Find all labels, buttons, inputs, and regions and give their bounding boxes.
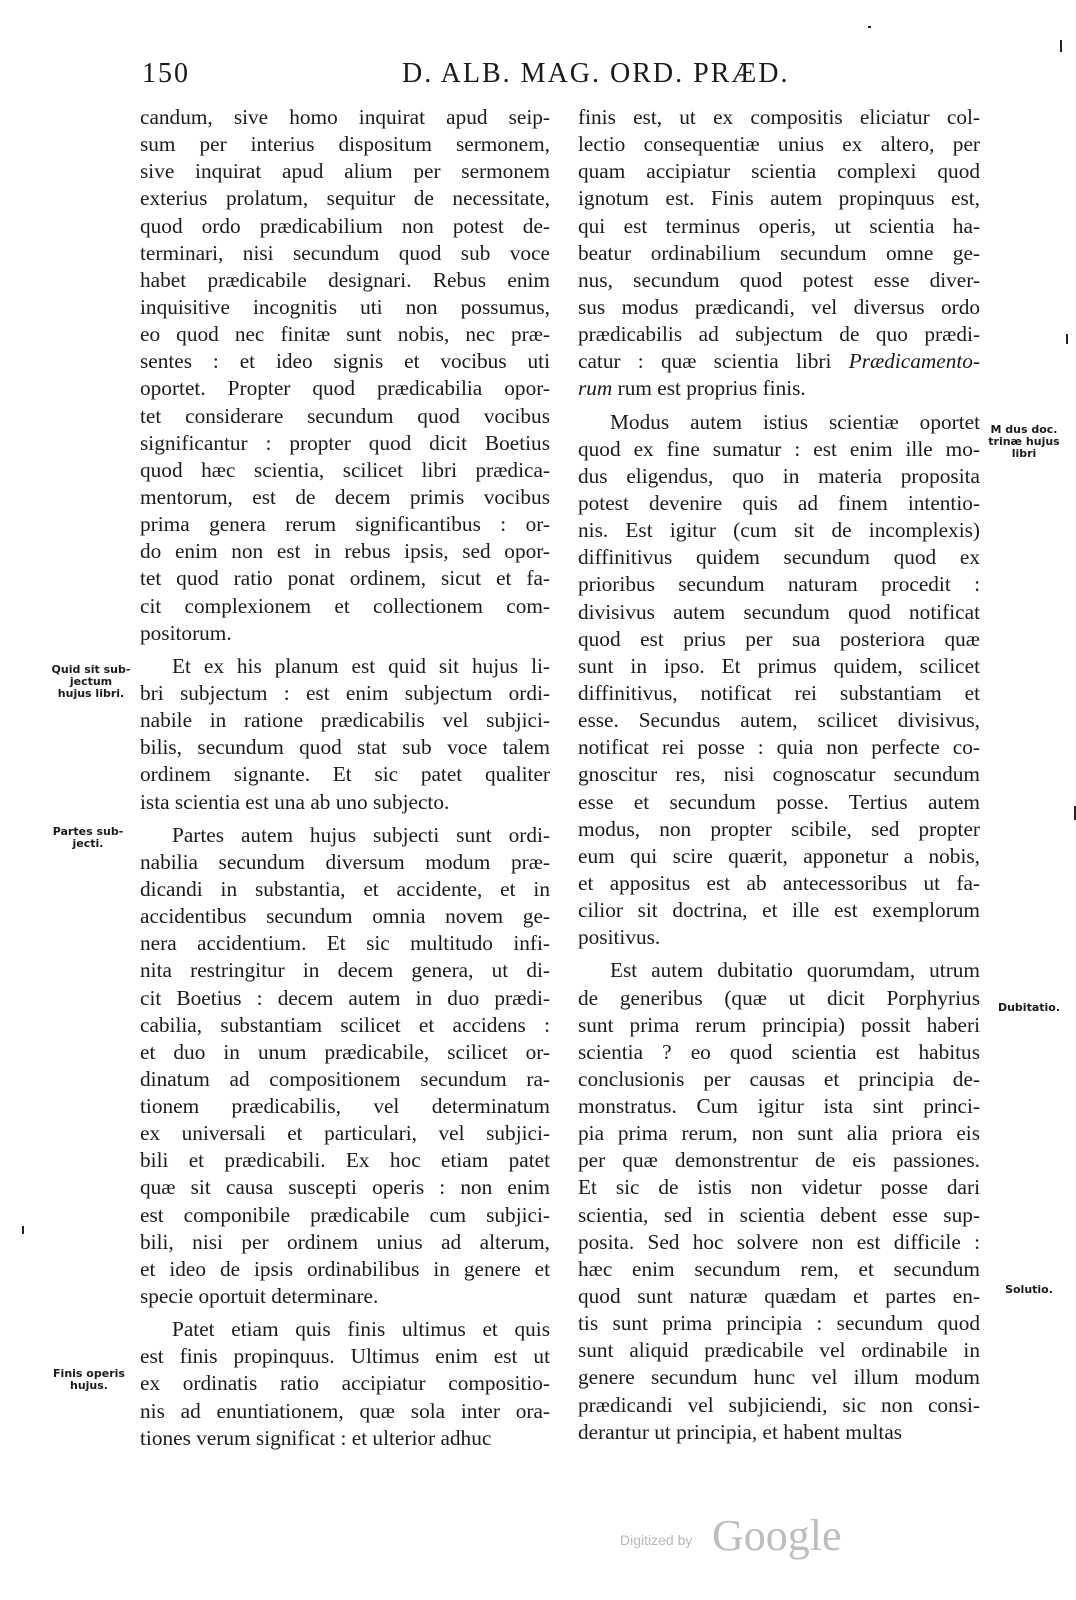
text-line: quod sunt naturæ quædam et partes en-	[578, 1284, 980, 1309]
print-speck	[1066, 334, 1068, 344]
text-line: nis ad enuntiationem, quæ sola inter ora-	[140, 1398, 550, 1423]
text-line: dinatum ad compositionem secundum ra-	[140, 1066, 550, 1091]
text-line: de generibus (quæ ut dicit Porphyrius	[578, 985, 980, 1010]
text-line: esse et secundum posse. Tertius autem	[578, 789, 980, 814]
text-line: eo quod nec finitæ sunt nobis, nec præ-	[140, 322, 550, 347]
text-line: cilior sit doctrina, et ille est exemplorum	[578, 898, 980, 923]
right-column	[578, 104, 980, 1446]
text-line: sunt prima rerum principia) possit haberi	[578, 1012, 980, 1037]
margin-note-solutio: Solutio.	[1005, 1283, 1053, 1296]
text-line: mentorum, est de decem primis vocibus	[140, 484, 550, 509]
text-line: oportet. Propter quod prædicabilia opor-	[140, 376, 550, 401]
text-line: dicandi in substantia, et accidente, et in	[140, 876, 550, 901]
text-line: exterius prolatum, sequitur de necessitate,	[140, 186, 550, 211]
text-line: tionem prædicabilis, vel determinatum	[140, 1094, 550, 1119]
text-line: est finis propinquus. Ultimus enim est ut	[140, 1344, 550, 1369]
text-line: sum per interius dispositum sermonem,	[140, 132, 550, 157]
margin-note-subjectum: Quid sit sub- jectum hujus libri.	[51, 663, 131, 700]
text-line: sive inquirat apud alium per sermonem	[140, 159, 550, 184]
text-line: quam accipiatur scientia complexi quod	[578, 159, 980, 184]
text-line: nabile in ratione prædicabilis vel subjici-	[140, 708, 550, 733]
margin-note-partes: Partes sub- jecti.	[52, 825, 124, 850]
margin-note-finis: Finis operis hujus.	[53, 1367, 125, 1392]
text-line: positorum.	[140, 620, 232, 645]
margin-note-modus: M dus doc. trinæ hujus libri	[988, 423, 1060, 460]
text-line: genere secundum hunc vel illum modum	[578, 1365, 980, 1390]
text-line: cit Boetius : decem autem in duo prædi-	[140, 985, 550, 1010]
text-line: quod est prius per sua posteriora quæ	[578, 626, 980, 651]
italic-title: rum	[578, 376, 613, 401]
text-line: accidentibus secundum omnia novem ge-	[140, 904, 550, 929]
text-line: scientia, sed in scientia debent esse sup-	[578, 1202, 980, 1227]
text-line: do enim non est in rebus ipsis, sed opor-	[140, 539, 550, 564]
text-line: quod ex fine sumatur : est enim ille mo-	[578, 436, 980, 461]
text-line: Modus autem istius scientiæ oportet	[610, 409, 980, 434]
text-line: quod ordo prædicabilium non potest de-	[140, 213, 550, 238]
text-line: monstratus. Cum igitur ista sint princi-	[578, 1094, 980, 1119]
text-line: prioribus secundum naturam procedit :	[578, 572, 980, 597]
text-line: hæc enim secundum rem, et secundum	[578, 1256, 980, 1281]
text-line: Partes autem hujus subjecti sunt ordi-	[172, 822, 550, 847]
text-line: ex ordinatis ratio accipiatur compositio-	[140, 1371, 550, 1396]
text-line: habet prædicabile designari. Rebus enim	[140, 267, 550, 292]
text-line: nabilia secundum diversum modum præ-	[140, 849, 550, 874]
text-line: conclusionis per causas et principia de-	[578, 1066, 980, 1091]
digitization-watermark	[620, 1510, 860, 1560]
text-line: ex universali et particulari, vel subjici-	[140, 1121, 550, 1146]
text-line: et ideo de ipsis ordinabilibus in genere et	[140, 1256, 550, 1281]
text-line: Est autem dubitatio quorumdam, utrum	[610, 958, 980, 983]
text-line: bili, nisi per ordinem unius ad alterum,	[140, 1229, 550, 1254]
text-line: pia prima rerum, non sunt alia priora eis	[578, 1121, 980, 1146]
text-line: significantur : propter quod dicit Boetius	[140, 430, 550, 455]
text-line: finis est, ut ex compositis eliciatur col-	[578, 105, 980, 129]
text-line: scientia ? eo quod scientia est habitus	[578, 1039, 980, 1064]
text-line: beatur ordinabilium secundum omne ge-	[578, 240, 980, 265]
text-line: specie oportuit determinare.	[140, 1284, 379, 1309]
text-line: sentes : et ideo signis et vocibus uti	[140, 349, 550, 374]
text-line: modus, non propter scibile, sed propter	[578, 816, 980, 841]
text-line: bri subjectum : est enim subjectum ordi-	[140, 680, 550, 705]
text-line: eum qui scire quærit, apponetur a nobis,	[578, 843, 980, 868]
text-line: sunt aliquid prædicabile vel ordinabile in	[578, 1338, 980, 1363]
text-line: qui est terminus operis, ut scientia ha-	[578, 213, 980, 238]
text-line: inquisitive incognitis uti non possumus,	[140, 294, 550, 319]
text-line: gnoscitur res, nisi cognoscatur secundum	[578, 762, 980, 787]
text-line: Et ex his planum est quid sit hujus li-	[172, 653, 550, 678]
digitized-label: Digitized by	[620, 1532, 693, 1548]
text-line: cabilia, substantiam scilicet et accidens :	[140, 1012, 550, 1037]
text-line: quod hæc scientia, scilicet libri prædica-	[140, 457, 550, 482]
print-speck	[22, 1226, 24, 1234]
text-line: diffinitivus, notificat rei substantiam et	[578, 680, 980, 705]
text-line: cit complexionem et collectionem com-	[140, 593, 550, 618]
text-line: posita. Sed hoc solvere non est difficile :	[578, 1229, 980, 1254]
text-line: esse. Secundus autem, scilicet divisivus,	[578, 708, 980, 733]
text-line: est componibile prædicabile cum subjici-	[140, 1202, 550, 1227]
text-line: prædicabilis ad subjectum de quo prædi-	[578, 322, 980, 347]
text-line: nis. Est igitur (cum sit de incomplexis)	[578, 518, 980, 543]
text-line: potest devenire quis ad finem intentio-	[578, 490, 980, 515]
text-line: ista scientia est una ab uno subjecto.	[140, 789, 450, 814]
text-line: prima genera rerum significantibus : or-	[140, 512, 550, 537]
italic-title: Prædicamento-	[848, 349, 980, 374]
text-line: tet quod ratio ponat ordinem, sicut et fa-	[140, 566, 550, 591]
text-line: rum rum est proprius finis.	[578, 376, 806, 401]
text-line: derantur ut principia, et habent multas	[578, 1419, 903, 1444]
text-line: divisivus autem secundum quod notificat	[578, 599, 980, 624]
text-line: et duo in unum prædicabile, scilicet or-	[140, 1039, 550, 1064]
text-line: Patet etiam quis finis ultimus et quis	[172, 1317, 550, 1342]
text-line: ignotum est. Finis autem propinquus est,	[578, 186, 980, 211]
text-line: tiones verum significat : et ulterior adhuc	[140, 1425, 492, 1450]
print-speck	[868, 26, 871, 28]
text-line: tet considerare secundum quod vocibus	[140, 403, 550, 428]
text-line: nus, secundum quod potest esse diver-	[578, 267, 980, 292]
print-speck	[1060, 40, 1062, 52]
text-line: Et sic de istis non videtur posse dari	[578, 1175, 980, 1200]
text-line: sunt in ipso. Et primus quidem, scilicet	[578, 653, 980, 678]
text-line: quæ sit causa suscepti operis : non enim	[140, 1175, 550, 1200]
text-line: diffinitivus quidem secundum quod ex	[578, 545, 980, 570]
text-line: prædicandi vel subjiciendi, sic non consi-	[578, 1392, 980, 1417]
google-logo: Google	[712, 1511, 842, 1560]
margin-note-dubitatio: Dubitatio.	[997, 1001, 1061, 1014]
text-line: lectio consequentiæ unius ex altero, per	[578, 132, 980, 157]
text-line: bili et prædicabili. Ex hoc etiam patet	[140, 1148, 550, 1173]
text-line: sus modus prædicandi, vel diversus ordo	[578, 294, 980, 319]
text-line: bilis, secundum quod stat sub voce talem	[140, 735, 550, 760]
running-title: D. ALB. MAG. ORD. PRÆD.	[402, 58, 790, 89]
text-line: positivus.	[578, 925, 661, 950]
text-line: ordinem signante. Et sic patet qualiter	[140, 762, 550, 787]
running-header	[140, 58, 980, 94]
text-line: et appositus est ab antecessoribus ut fa-	[578, 870, 980, 895]
text-line: catur : quæ scientia libri Prædicamento-	[578, 349, 980, 374]
text-line: dus eligendus, quo in materia proposita	[578, 463, 980, 488]
text-line: tis sunt prima principia : secundum quod	[578, 1311, 980, 1336]
page-number: 150	[142, 58, 190, 89]
text-line: nita restringitur in decem genera, ut di-	[140, 958, 550, 983]
text-line: per quæ demonstrentur de eis passiones.	[578, 1148, 980, 1173]
text-line: candum, sive homo inquirat apud seip-	[140, 105, 550, 129]
text-line: nera accidentium. Et sic multitudo infi-	[140, 931, 550, 956]
left-column	[140, 104, 550, 1452]
text-line: terminari, nisi secundum quod sub voce	[140, 240, 550, 265]
text-line: notificat rei posse : quia non perfecte co-	[578, 735, 980, 760]
